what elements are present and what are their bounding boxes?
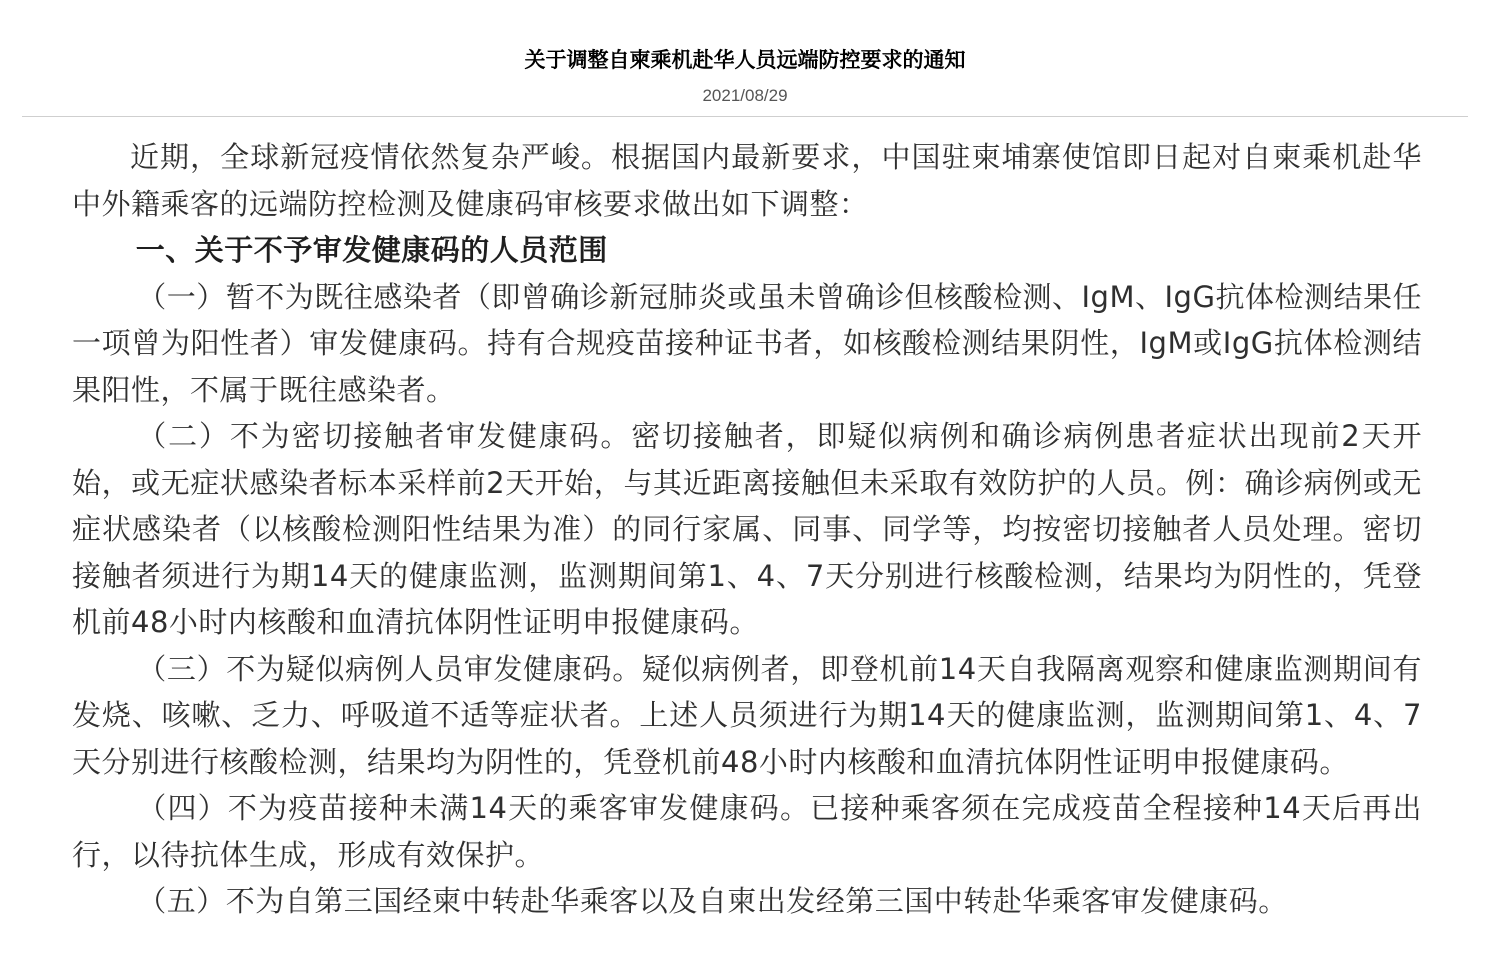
item-paragraph-5: （五）不为自第三国经柬中转赴华乘客以及自柬出发经第三国中转赴华乘客审发健康码。: [137, 884, 1288, 918]
item-paragraph-2: （二）不为密切接触者审发健康码。密切接触者，即疑似病例和确诊病例患者症状出现前2天开始，或无症状感染者标本采样前2天开始，与其近距离接触但未采取有效防护的人员。例：确诊病例或无症状感染者（以核酸检测阳性结果为准）的同行家属、同事、同学等，均按密切接触者人员处理。密切接触者须进行为期14天的健康监测，监测期间第1、4、7天分别进行核酸检测，结果均为阴性的，凭登机前48小时内核酸和血清抗体阴性证明申报健康码。: [72, 419, 1422, 639]
item-paragraph-1: （一）暂不为既往感染者（即曾确诊新冠肺炎或虽未曾确诊但核酸检测、IgM、IgG抗体检测结果任一项曾为阳性者）审发健康码。持有合规疫苗接种证书者，如核酸检测结果阴性，IgM或IgG抗体检测结果阳性，不属于既往感染者。: [72, 279, 1422, 407]
article-date: 2021/08/29: [702, 86, 788, 105]
article-title: 关于调整自柬乘机赴华人员远端防控要求的通知: [524, 48, 966, 72]
article-body: [72, 134, 1422, 979]
item-paragraph-4: （四）不为疫苗接种未满14天的乘客审发健康码。已接种乘客须在完成疫苗全程接种14天后再出行，以待抗体生成，形成有效保护。: [72, 791, 1422, 872]
article-header: [22, 0, 1468, 117]
intro-paragraph: 近期，全球新冠疫情依然复杂严峻。根据国内最新要求，中国驻柬埔寨使馆即日起对自柬乘机赴华中外籍乘客的远端防控检测及健康码审核要求做出如下调整：: [72, 140, 1422, 221]
item-paragraph-3: （三）不为疑似病例人员审发健康码。疑似病例者，即登机前14天自我隔离观察和健康监测期间有发烧、咳嗽、乏力、呼吸道不适等症状者。上述人员须进行为期14天的健康监测，监测期间第1、4、7天分别进行核酸检测，结果均为阴性的，凭登机前48小时内核酸和血清抗体阴性证明申报健康码。: [72, 651, 1422, 779]
section-heading: 一、关于不予审发健康码的人员范围: [135, 233, 608, 267]
